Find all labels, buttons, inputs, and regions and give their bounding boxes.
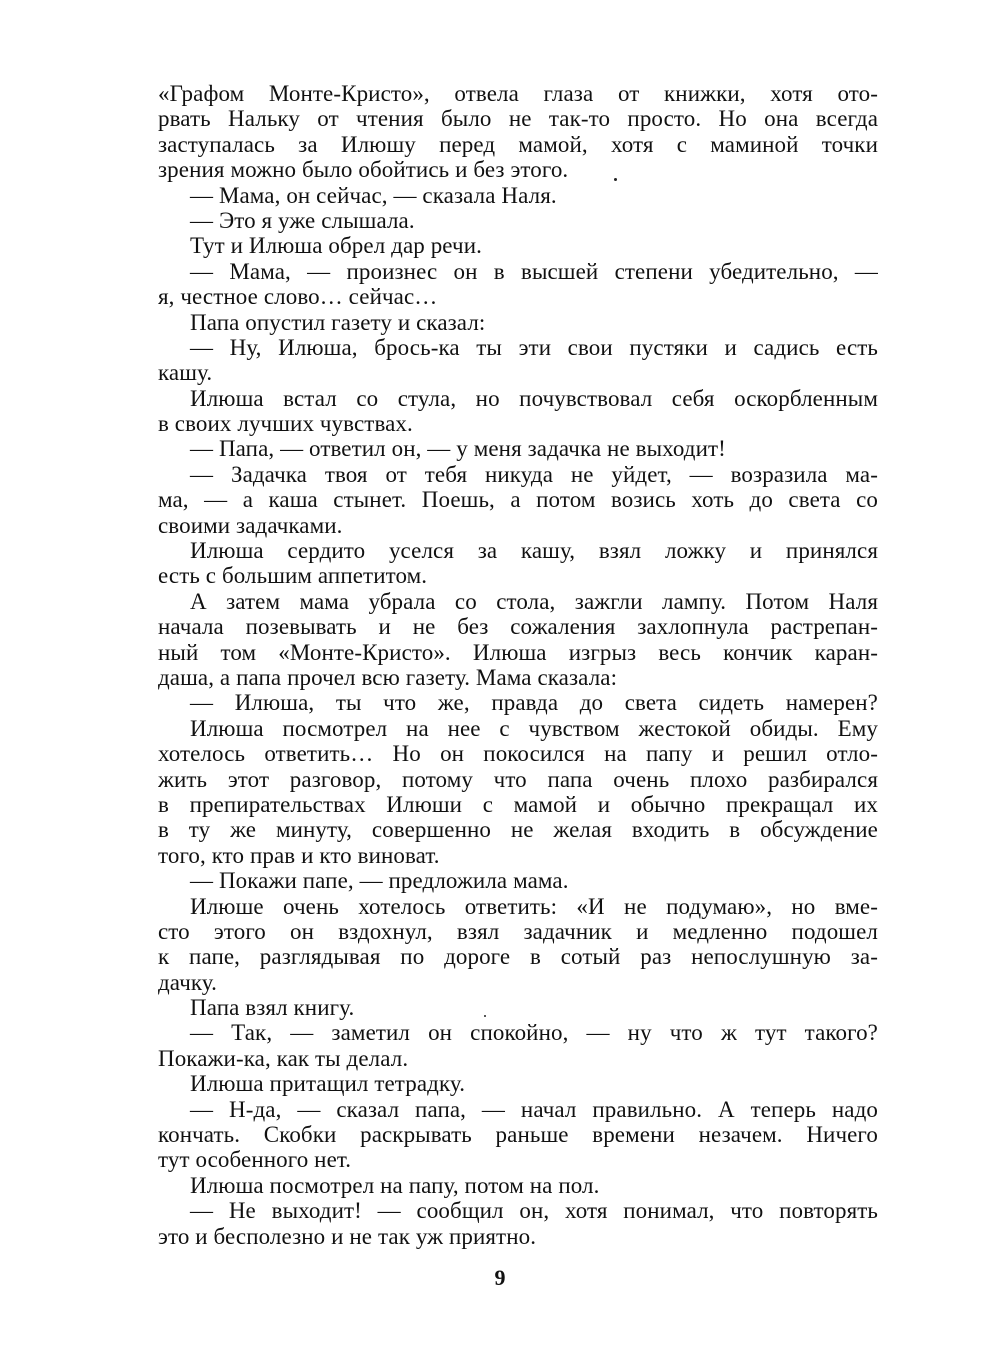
text-line: есть с большим аппетитом. (158, 563, 428, 589)
text-line: рвать Нальку от чтения было не так-то просто. Но она всегда (158, 106, 878, 132)
text-line: тут особенного нет. (158, 1147, 352, 1173)
text-line: — Так, — заметил он спокойно, — ну что ж тут такого? (190, 1020, 878, 1046)
text-line: Илюша посмотрел на папу, потом на пол. (190, 1172, 600, 1198)
page-number: 9 (494, 1265, 506, 1290)
text-line: — Мама, он сейчас, — сказала Наля. (190, 182, 557, 208)
text-line: это и бесполезно и не так уж приятно. (158, 1223, 537, 1249)
text-line: зрения можно было обойтись и без этого. (158, 157, 569, 183)
text-line: Папа взял книгу. (190, 995, 355, 1021)
text-line: Папа опустил газету и сказал: (190, 309, 486, 335)
page-body-text (158, 81, 878, 1249)
text-line: — Это я уже слышала. (190, 207, 415, 233)
text-line: Покажи-ка, как ты делал. (158, 1045, 409, 1071)
text-line: кашу. (158, 360, 213, 386)
text-line: в ту же минуту, совершенно не желая входить в обсуждение (158, 817, 878, 843)
text-line: начала позевывать и не без сожаления захлопнула растрепан- (158, 614, 878, 640)
text-line: в препирательствах Илюши с мамой и обычно прекращал их (158, 791, 878, 817)
text-line: в своих лучших чувствах. (158, 411, 413, 437)
text-line: ный том «Монте-Кристо». Илюша изгрыз весь кончик каран- (158, 639, 878, 665)
text-line: дачку. (158, 969, 217, 995)
text-line: Илюша притащил тетрадку. (190, 1071, 466, 1097)
text-line: кончать. Скобки раскрывать раньше времени незачем. Ничего (158, 1122, 878, 1148)
text-line: Тут и Илюша обрел дар речи. (190, 233, 482, 259)
text-line: — Мама, — произнес он в высшей степени убедительно, — (190, 258, 878, 284)
text-line: хотелось ответить… Но он покосился на папу и решил отло- (158, 741, 878, 767)
text-line: — Папа, — ответил он, — у меня задачка не выходит! (190, 436, 726, 462)
text-line: — Покажи папе, — предложила мама. (190, 868, 569, 894)
text-line: жить этот разговор, потому что папа очень плохо разбирался (158, 766, 878, 792)
text-line: — Илюша, ты что же, правда до света сидеть намерен? (190, 690, 878, 716)
text-line: «Графом Монте-Кристо», отвела глаза от книжки, хотя ото- (158, 81, 878, 106)
text-line: — Ну, Илюша, брось-ка ты эти свои пустяки и садись есть (190, 334, 878, 360)
text-line: — Задачка твоя от тебя никуда не уйдет, — возразила ма- (190, 461, 878, 487)
text-line: — Н-да, — сказал папа, — начал правильно. А теперь надо (190, 1096, 878, 1122)
scan-speck (484, 1015, 486, 1017)
text-line: Илюше очень хотелось ответить: «И не подумаю», но вме- (190, 893, 878, 919)
text-line: сто этого он вздохнул, взял задачник и медленно подошел (158, 918, 878, 944)
text-line: Илюша сердито уселся за кашу, взял ложку и принялся (190, 538, 878, 564)
text-line: Илюша встал со стула, но почувствовал себя оскорбленным (190, 385, 878, 411)
text-line: Илюша посмотрел на нее с чувством жестокой обиды. Ему (190, 715, 878, 741)
text-line: А затем мама убрала со стола, зажгли лампу. Потом Наля (190, 588, 878, 614)
scan-speck (614, 178, 617, 181)
text-line: даша, а папа прочел всю газету. Мама сказала: (158, 664, 618, 690)
text-line: — Не выходит! — сообщил он, хотя понимал, что повторять (190, 1198, 878, 1224)
text-line: заступалась за Илюшу перед мамой, хотя с маминой точки (158, 131, 878, 157)
text-line: того, кто прав и кто виноват. (158, 842, 440, 868)
text-line: ма, — а каша стынет. Поешь, а потом возись хоть до света со (158, 487, 878, 513)
text-line: к папе, разглядывая по дороге в сотый раз непослушную за- (158, 944, 878, 970)
text-line: я, честное слово… сейчас… (158, 284, 438, 310)
text-line: своими задачками. (158, 512, 343, 538)
